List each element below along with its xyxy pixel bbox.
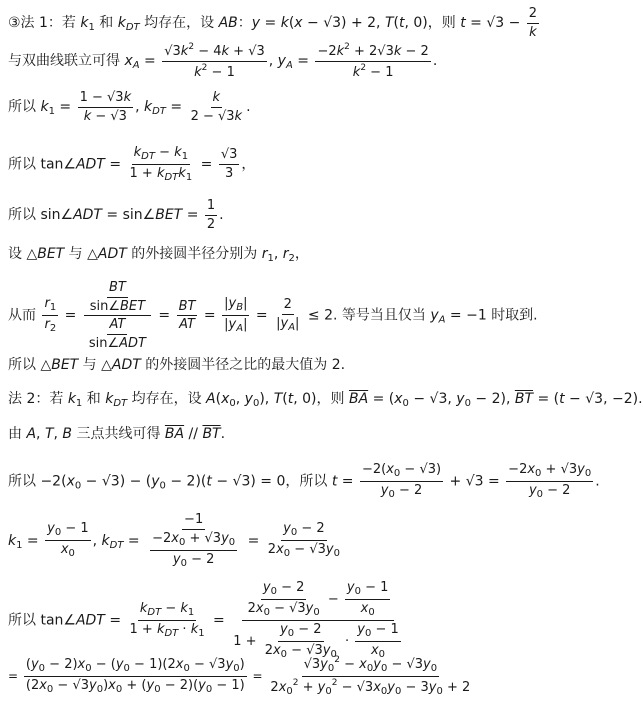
line-6: 设 △BET 与 △ADT 的外接圆半径分别为 $r_1$, $r_2$， [8, 246, 309, 264]
line-9: 法 2：若 $k_1$ 和 $k_{DT}$ 均存在，设 $A(x_0$, $y_0$), T(t, 0)，则 $\overline{BA} = (x_0 - √3$, $y_0 - 2$), $\overline{BT} = (t - √3$, −2). [8, 391, 643, 409]
line-12: $k_1$ = $\frac{y_0 - 1}{x_0}$ , $k_{DT}$ = $\frac{-1}{\frac{-2x_0 + √3y_0}{y_0 - 2}}$ = $\frac{y_0 - 2}{2x_0 - √3y_0}$ [8, 512, 340, 569]
line-1: ③法 1：若 $k_1$ 和 $k_{DT}$ 均存在，设 AB：y = k(x − √3) + 2, T(t, 0)，则 t = √3 − $\frac{2}{k}$ [8, 6, 538, 40]
line-4: 所以 tan∠ADT = $\frac{k_{DT} - k_1}{1 + k_{DT}k_1}$ = $\frac{√3}{3}$ ， [8, 145, 256, 183]
line-13: 所以 tan∠ADT = $\frac{k_{DT} - k_1}{1 + k_{DT} \cdot k_1}$ = $\frac{y_0 - 2}{2x_0 - √3y_0}$ − $\frac{y_0 - 1}{x_0}$ 1 + $\frac{y_0 - 2}{2x_0 - √3y_0}$ · $\frac{y_0 - 1}{x_0}$ [8, 580, 399, 660]
line-7: 从而 $\frac{r_1}{r_2}$ = $\frac{\frac{BT}{\text{sin∠BET}}}{\frac{AT}{\text{sin∠ADT}}}$ = $\frac{BT}{AT}$ = $\frac{|y_B|}{|y_A|}$ = $\frac{2}{|y_A|}$ ≤ 2. 等号当且仅当 $y_A = -1$ 时取到. [8, 280, 538, 351]
line-11: 所以 $-2(x_0 - √3) - (y_0 - 2)(t - √3) = 0$，所以 t = $\frac{-2(x_0 - √3)}{y_0 - 2}$ + √3 = $\frac{-2x_0 + √3y_0}{y_0 - 2}$ . [8, 462, 600, 500]
line-2: 与双曲线联立可得 $x_A$ = $\frac{√3k^2 - 4k + √3}{k^2 - 1}$ , $y_A$ = $\frac{-2k^2 + 2√3k - 2}{k^2 - 1}$ . [8, 42, 438, 80]
line-14: = $\frac{(y_0 - 2)x_0 - (y_0 - 1)(2x_0 - √3y_0)}{(2x_0 - √3y_0)x_0 + (y_0 - 2)(y_0 - 1)}$ = $\frac{√3y_0^2 - x_0y_0 - √3y_0}{2x_0^2 + y_0^2 - √3x_0y_0 - 3y_0 + 2}$ [8, 655, 471, 697]
line-3: 所以 $k_1$ = $\frac{1 - √3k}{k - √3}$ , $k_{DT}$ = $\frac{k}{2 - √3k}$ . [8, 90, 251, 124]
line-10: 由 A, T, B 三点共线可得 $\overline{BA} // \overline{BT}$. [8, 426, 226, 442]
line-8: 所以 △BET 与 △ADT 的外接圆半径之比的最大值为 2. [8, 357, 346, 373]
line-5: 所以 sin∠ADT = sin∠BET = $\frac{1}{2}$ . [8, 198, 224, 232]
